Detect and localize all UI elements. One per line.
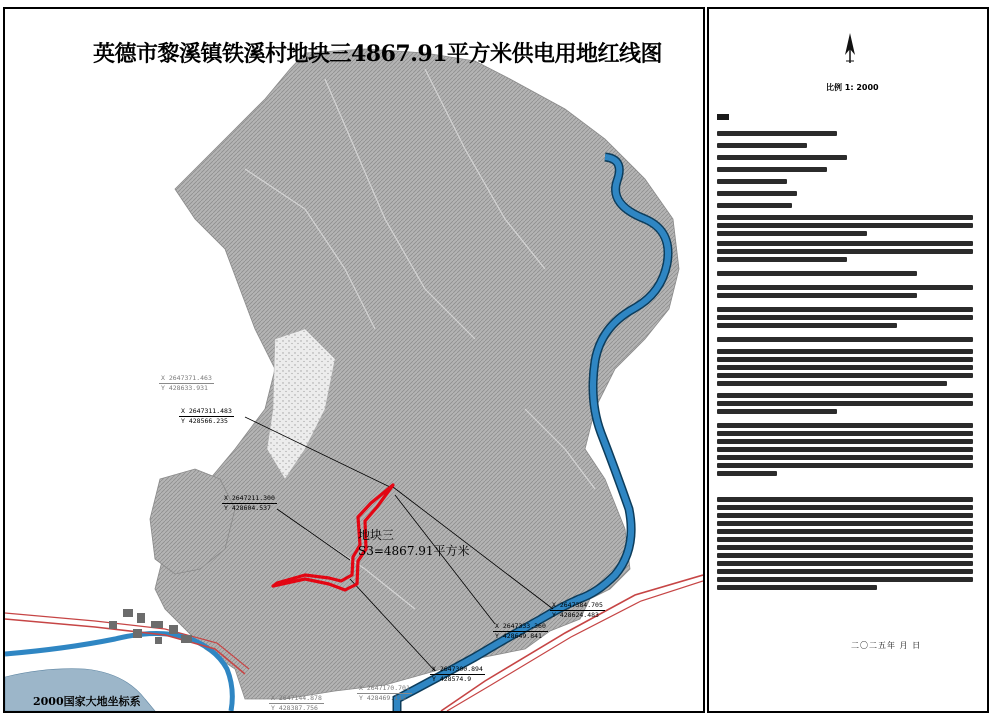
parcel-name: 地块三 <box>358 528 395 542</box>
coordinate-y: Y 428649.841 <box>495 632 542 640</box>
coordinate-x: X 2647144.878 <box>271 694 322 702</box>
north-arrow-icon <box>839 31 861 65</box>
coordinate-x: X 2647384.705 <box>552 601 603 609</box>
coordinate-y: Y 428387.756 <box>271 704 318 712</box>
notes-heading-redacted <box>717 114 729 120</box>
coordinate-x: X 2647333.360 <box>495 622 546 630</box>
coordinate-label-faint <box>269 694 324 713</box>
side-panel <box>707 7 989 713</box>
map-panel <box>3 7 705 713</box>
coordinate-label <box>550 601 605 620</box>
coordinate-label <box>179 407 234 426</box>
coordinate-y: Y 428574.9 <box>432 675 472 683</box>
coordinate-label-faint <box>159 374 214 393</box>
coordinate-x: X 2647170.701 <box>359 684 410 692</box>
parcel-label <box>358 527 470 559</box>
coordinate-x: X 2647311.483 <box>181 407 232 415</box>
coordinate-x: X 2647211.300 <box>224 494 275 502</box>
parcel-area: S3=4867.91平方米 <box>358 544 470 558</box>
coordinate-y: Y 428469.113 <box>359 694 406 702</box>
issue-date: 二〇二五年 月 日 <box>851 641 922 650</box>
coordinate-label <box>493 622 548 641</box>
coordinate-label <box>430 665 485 684</box>
coordinate-y: Y 428624.483 <box>552 611 599 619</box>
scale-label: 比例 1: 2000 <box>826 83 879 92</box>
coordinate-x: X 2647371.463 <box>161 374 212 382</box>
coordinate-y: Y 428566.235 <box>181 417 228 425</box>
coordinate-label <box>222 494 277 513</box>
coordinate-label-faint <box>357 684 412 703</box>
coordinate-system-label: 2000国家大地坐标系 <box>33 695 141 708</box>
map-title: 英德市黎溪镇铁溪村地块三4867.91平方米供电用地红线图 <box>93 41 663 67</box>
coordinate-y: Y 428633.931 <box>161 384 208 392</box>
coordinate-y: Y 428604.537 <box>224 504 271 512</box>
coordinate-x: X 2647300.894 <box>432 665 483 673</box>
